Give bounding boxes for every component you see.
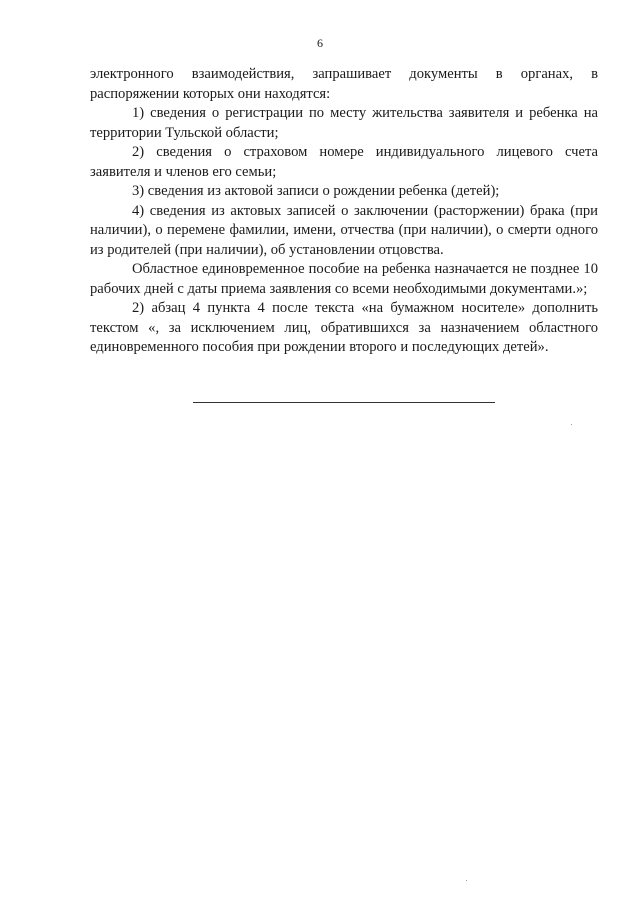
paragraph-benefit-deadline: Областное единовременное пособие на ребенка назначается не позднее 10 рабочих дней с даты приема заявления со всеми необходимыми документами.»; <box>90 261 598 297</box>
paragraph-continuation: электронного взаимодействия, запрашивает документы в органах, в распоряжении которых они находятся: <box>90 66 598 102</box>
list-item-registration: 1) сведения о регистрации по месту жительства заявителя и ребенка на территории Тульской области; <box>90 105 598 141</box>
end-divider-line <box>193 402 495 403</box>
scan-speck <box>571 424 572 425</box>
document-body <box>90 65 598 358</box>
list-item-birth-record: 3) сведения из актовой записи о рождении ребенка (детей); <box>132 183 500 199</box>
paragraph-amendment: 2) абзац 4 пункта 4 после текста «на бумажном носителе» дополнить текстом «, за исключением лиц, обратившихся за назначением областного единовременного пособия при рождении второго и последующих детей». <box>90 300 598 355</box>
scan-speck <box>466 880 467 881</box>
list-item-civil-records: 4) сведения из актовых записей о заключении (расторжении) брака (при наличии), о перемене фамилии, имени, отчества (при наличии), о смерти одного из родителей (при наличии), об установлении отцовства. <box>90 202 598 258</box>
page-number: 6 <box>317 36 323 50</box>
list-item-insurance-number: 2) сведения о страховом номере индивидуального лицевого счета заявителя и членов его семьи; <box>90 144 598 180</box>
